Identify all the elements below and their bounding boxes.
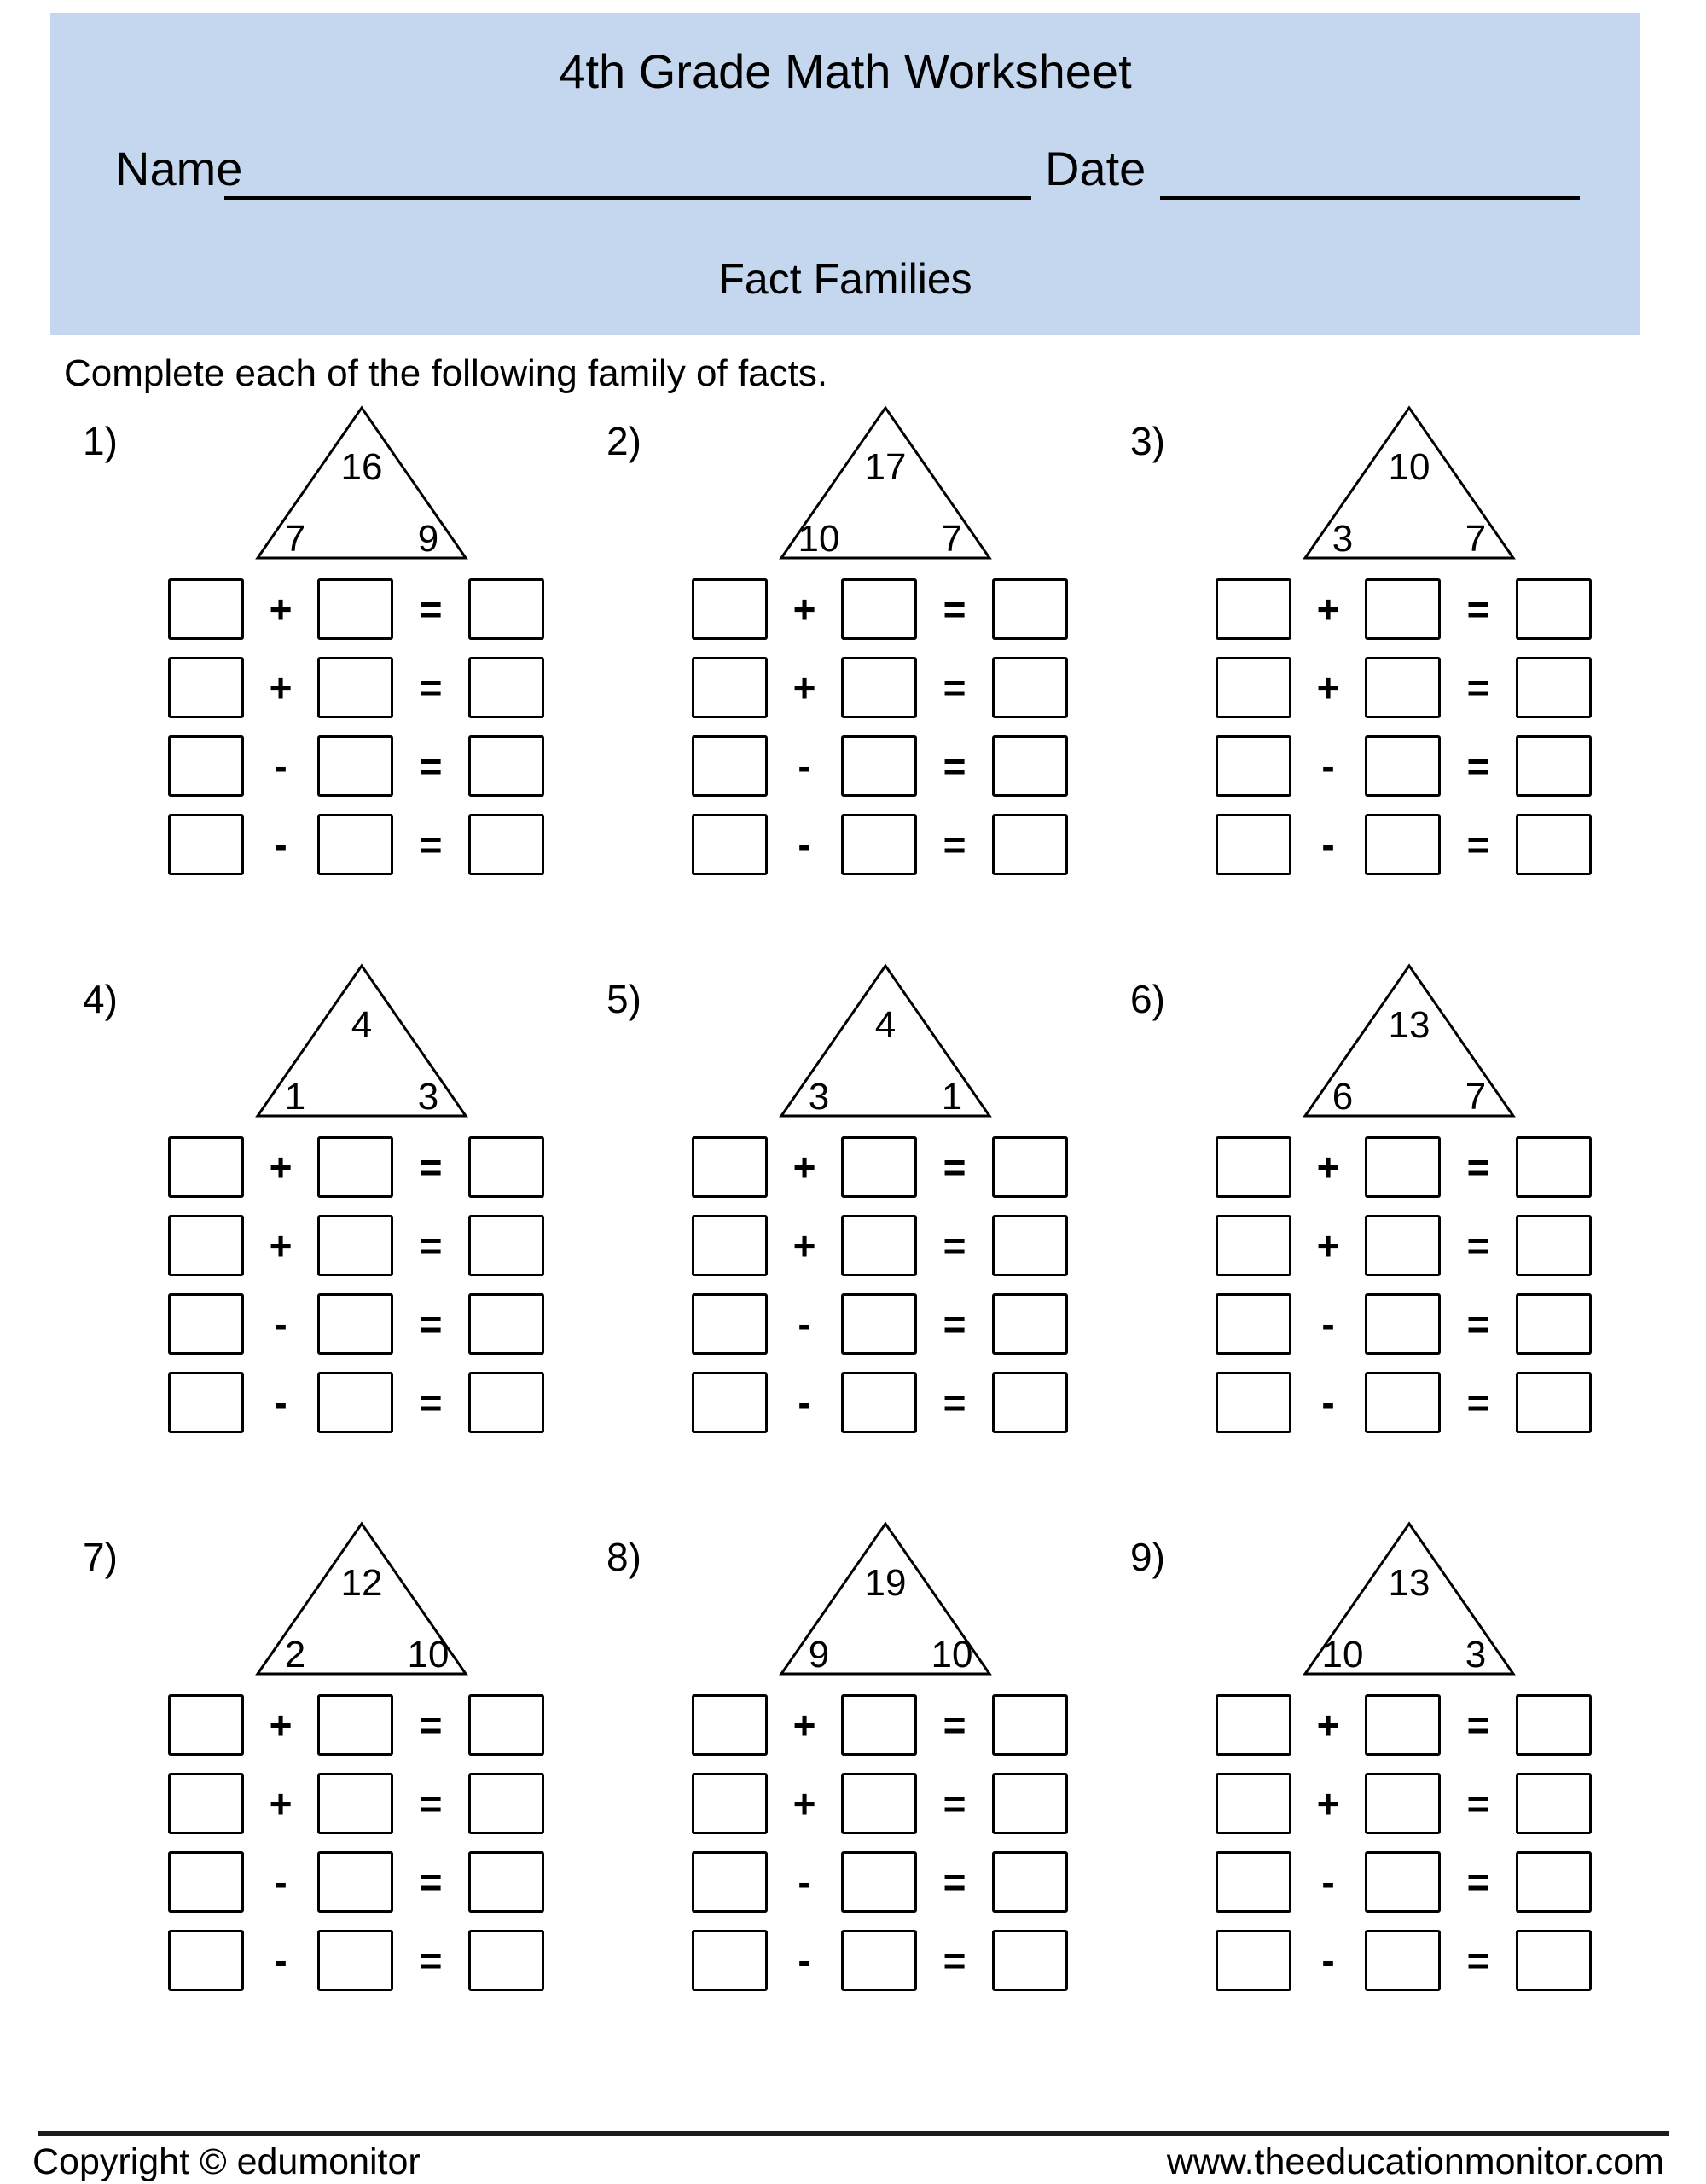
- result-input-box[interactable]: [992, 1851, 1068, 1913]
- operator-sign: -: [274, 1302, 287, 1346]
- worksheet-subtitle: Fact Families: [718, 255, 972, 303]
- first-operand-input-box[interactable]: [1216, 1372, 1291, 1433]
- equation-list: [1216, 1136, 1592, 1450]
- result-input-box[interactable]: [468, 1293, 544, 1355]
- second-operand-input-box[interactable]: [841, 1694, 917, 1756]
- second-operand-input-box[interactable]: [1365, 1694, 1441, 1756]
- first-operand-input-box[interactable]: [692, 1215, 768, 1276]
- triangle-top-number: 10: [1388, 446, 1430, 488]
- second-operand-input-box[interactable]: [317, 735, 393, 797]
- equation-row: [168, 1372, 544, 1433]
- second-operand-input-box[interactable]: [1365, 1215, 1441, 1276]
- triangle-top-number: 19: [864, 1562, 907, 1604]
- result-input-box[interactable]: [992, 814, 1068, 875]
- equals-sign: =: [1466, 1938, 1490, 1983]
- problem-number-label: 9): [1130, 1535, 1165, 1579]
- equation-row: [1216, 814, 1592, 875]
- equation-list: [168, 1694, 544, 2008]
- triangle-top-number: 4: [351, 1004, 373, 1046]
- result-input-box[interactable]: [468, 1694, 544, 1756]
- copyright-text: Copyright © edumonitor: [32, 2141, 421, 2182]
- instruction-text: Complete each of the following family of facts.: [64, 352, 828, 394]
- problem-cell: [50, 959, 572, 1454]
- result-input-box[interactable]: [1516, 578, 1592, 640]
- equation-list: [1216, 1694, 1592, 2008]
- operator-sign: -: [274, 822, 287, 867]
- equals-sign: =: [943, 1302, 966, 1346]
- triangle-top-number: 13: [1388, 1004, 1430, 1046]
- equation-row: [168, 1293, 544, 1355]
- result-input-box[interactable]: [468, 1136, 544, 1198]
- operator-sign: -: [274, 1860, 287, 1904]
- first-operand-input-box[interactable]: [692, 1773, 768, 1834]
- equals-sign: =: [1466, 822, 1490, 867]
- problem-cell: [574, 401, 1096, 896]
- second-operand-input-box[interactable]: [317, 1215, 393, 1276]
- triangle-right-number: 3: [417, 1076, 439, 1118]
- equals-sign: =: [1466, 1302, 1490, 1346]
- first-operand-input-box[interactable]: [1216, 814, 1291, 875]
- result-input-box[interactable]: [992, 1930, 1068, 1991]
- fact-triangle: [775, 959, 996, 1123]
- result-input-box[interactable]: [992, 1372, 1068, 1433]
- result-input-box[interactable]: [1516, 1215, 1592, 1276]
- result-input-box[interactable]: [468, 578, 544, 640]
- equation-list: [168, 578, 544, 892]
- result-input-box[interactable]: [1516, 1773, 1592, 1834]
- operator-sign: -: [798, 1380, 811, 1425]
- second-operand-input-box[interactable]: [841, 1372, 917, 1433]
- operator-sign: +: [792, 1223, 816, 1268]
- problem-number-label: 4): [83, 977, 118, 1021]
- operator-sign: +: [792, 1703, 816, 1747]
- equation-row: [1216, 1694, 1592, 1756]
- first-operand-input-box[interactable]: [1216, 1215, 1291, 1276]
- first-operand-input-box[interactable]: [692, 1930, 768, 1991]
- result-input-box[interactable]: [1516, 1930, 1592, 1991]
- date-label: Date: [1045, 142, 1146, 195]
- problem-number-label: 5): [606, 977, 641, 1021]
- second-operand-input-box[interactable]: [317, 578, 393, 640]
- operator-sign: -: [798, 822, 811, 867]
- equation-row: [692, 814, 1068, 875]
- first-operand-input-box[interactable]: [692, 735, 768, 797]
- result-input-box[interactable]: [468, 1215, 544, 1276]
- equals-sign: =: [419, 665, 443, 710]
- problem-number-label: 6): [1130, 977, 1165, 1021]
- equals-sign: =: [943, 1860, 966, 1904]
- result-input-box[interactable]: [1516, 1136, 1592, 1198]
- result-input-box[interactable]: [992, 1136, 1068, 1198]
- second-operand-input-box[interactable]: [841, 1215, 917, 1276]
- fact-triangle: [251, 959, 473, 1123]
- equals-sign: =: [943, 1703, 966, 1747]
- first-operand-input-box[interactable]: [1216, 1851, 1291, 1913]
- first-operand-input-box[interactable]: [1216, 657, 1291, 718]
- problem-cell: [50, 401, 572, 896]
- triangle-right-number: 7: [941, 518, 963, 560]
- operator-sign: -: [274, 744, 287, 788]
- first-operand-input-box[interactable]: [692, 578, 768, 640]
- triangle-left-number: 3: [808, 1076, 830, 1118]
- result-input-box[interactable]: [468, 657, 544, 718]
- second-operand-input-box[interactable]: [841, 1851, 917, 1913]
- second-operand-input-box[interactable]: [841, 1293, 917, 1355]
- second-operand-input-box[interactable]: [317, 1136, 393, 1198]
- fact-triangle: [775, 1517, 996, 1681]
- operator-sign: +: [269, 1781, 293, 1826]
- equals-sign: =: [419, 1145, 443, 1189]
- operator-sign: +: [792, 665, 816, 710]
- second-operand-input-box[interactable]: [841, 1773, 917, 1834]
- operator-sign: +: [269, 1703, 293, 1747]
- operator-sign: +: [1316, 665, 1340, 710]
- triangle-left-number: 6: [1332, 1076, 1354, 1118]
- first-operand-input-box[interactable]: [168, 1372, 244, 1433]
- second-operand-input-box[interactable]: [317, 657, 393, 718]
- problem-cell: [1098, 959, 1620, 1454]
- equals-sign: =: [419, 1781, 443, 1826]
- problem-cell: [1098, 401, 1620, 896]
- equals-sign: =: [1466, 1380, 1490, 1425]
- equation-row: [692, 1694, 1068, 1756]
- first-operand-input-box[interactable]: [168, 1215, 244, 1276]
- equation-row: [1216, 1372, 1592, 1433]
- equals-sign: =: [1466, 665, 1490, 710]
- equals-sign: =: [419, 1302, 443, 1346]
- problem-number-label: 1): [83, 419, 118, 463]
- second-operand-input-box[interactable]: [317, 1773, 393, 1834]
- equation-row: [168, 1215, 544, 1276]
- equals-sign: =: [1466, 1703, 1490, 1747]
- problem-number-label: 7): [83, 1535, 118, 1579]
- second-operand-input-box[interactable]: [841, 578, 917, 640]
- operator-sign: -: [1321, 822, 1335, 867]
- operator-sign: -: [798, 1860, 811, 1904]
- first-operand-input-box[interactable]: [692, 1694, 768, 1756]
- triangle-left-number: 10: [1321, 1634, 1364, 1676]
- equation-row: [1216, 1136, 1592, 1198]
- equals-sign: =: [1466, 587, 1490, 631]
- first-operand-input-box[interactable]: [692, 1293, 768, 1355]
- operator-sign: +: [269, 587, 293, 631]
- second-operand-input-box[interactable]: [1365, 1930, 1441, 1991]
- first-operand-input-box[interactable]: [1216, 1136, 1291, 1198]
- equation-row: [692, 735, 1068, 797]
- equals-sign: =: [419, 744, 443, 788]
- equals-sign: =: [943, 1380, 966, 1425]
- worksheet-header: [50, 13, 1640, 335]
- triangle-top-number: 12: [340, 1562, 383, 1604]
- operator-sign: -: [1321, 1860, 1335, 1904]
- first-operand-input-box[interactable]: [1216, 1293, 1291, 1355]
- problem-cell: [50, 1517, 572, 2012]
- fact-triangle: [775, 401, 996, 565]
- result-input-box[interactable]: [992, 1773, 1068, 1834]
- operator-sign: +: [1316, 1781, 1340, 1826]
- result-input-box[interactable]: [1516, 1372, 1592, 1433]
- second-operand-input-box[interactable]: [841, 735, 917, 797]
- operator-sign: -: [274, 1380, 287, 1425]
- result-input-box[interactable]: [1516, 814, 1592, 875]
- operator-sign: +: [1316, 587, 1340, 631]
- first-operand-input-box[interactable]: [1216, 1930, 1291, 1991]
- equation-row: [168, 1851, 544, 1913]
- second-operand-input-box[interactable]: [317, 1851, 393, 1913]
- operator-sign: +: [792, 1781, 816, 1826]
- result-input-box[interactable]: [468, 1930, 544, 1991]
- equals-sign: =: [943, 1781, 966, 1826]
- equation-list: [168, 1136, 544, 1450]
- triangle-left-number: 9: [808, 1634, 830, 1676]
- fact-triangle: [251, 401, 473, 565]
- fact-triangle: [251, 1517, 473, 1681]
- second-operand-input-box[interactable]: [317, 1930, 393, 1991]
- equation-row: [168, 1773, 544, 1834]
- second-operand-input-box[interactable]: [1365, 814, 1441, 875]
- equation-list: [692, 1136, 1068, 1450]
- equals-sign: =: [419, 1860, 443, 1904]
- first-operand-input-box[interactable]: [168, 1773, 244, 1834]
- triangle-left-number: 3: [1332, 518, 1354, 560]
- website-text: www.theeducationmonitor.com: [1166, 2141, 1664, 2182]
- first-operand-input-box[interactable]: [168, 1694, 244, 1756]
- first-operand-input-box[interactable]: [168, 814, 244, 875]
- result-input-box[interactable]: [1516, 1293, 1592, 1355]
- name-input-line[interactable]: [224, 143, 1031, 200]
- equation-row: [168, 814, 544, 875]
- triangle-right-number: 10: [931, 1634, 973, 1676]
- equation-list: [1216, 578, 1592, 892]
- triangle-top-number: 17: [864, 446, 907, 488]
- equals-sign: =: [1466, 1781, 1490, 1826]
- operator-sign: +: [792, 1145, 816, 1189]
- equation-row: [168, 657, 544, 718]
- second-operand-input-box[interactable]: [841, 1136, 917, 1198]
- worksheet-title: 4th Grade Math Worksheet: [559, 44, 1132, 98]
- equals-sign: =: [943, 822, 966, 867]
- operator-sign: -: [798, 1938, 811, 1983]
- operator-sign: +: [1316, 1703, 1340, 1747]
- equation-row: [692, 1215, 1068, 1276]
- problem-number-label: 8): [606, 1535, 641, 1579]
- result-input-box[interactable]: [468, 1851, 544, 1913]
- triangle-top-number: 16: [340, 446, 383, 488]
- result-input-box[interactable]: [992, 1215, 1068, 1276]
- equals-sign: =: [943, 665, 966, 710]
- operator-sign: +: [1316, 1145, 1340, 1189]
- equation-row: [168, 735, 544, 797]
- first-operand-input-box[interactable]: [168, 1851, 244, 1913]
- equation-row: [1216, 1215, 1592, 1276]
- fact-triangle: [1298, 1517, 1520, 1681]
- second-operand-input-box[interactable]: [317, 1372, 393, 1433]
- problem-cell: [1098, 1517, 1620, 2012]
- triangle-top-number: 13: [1388, 1562, 1430, 1604]
- problem-cell: [574, 959, 1096, 1454]
- triangle-right-number: 3: [1465, 1634, 1487, 1676]
- equation-list: [692, 1694, 1068, 2008]
- equation-row: [692, 578, 1068, 640]
- equals-sign: =: [419, 587, 443, 631]
- result-input-box[interactable]: [992, 1694, 1068, 1756]
- result-input-box[interactable]: [992, 735, 1068, 797]
- equation-row: [1216, 1930, 1592, 1991]
- equals-sign: =: [943, 1223, 966, 1268]
- equation-row: [168, 1930, 544, 1991]
- operator-sign: +: [269, 1145, 293, 1189]
- first-operand-input-box[interactable]: [1216, 735, 1291, 797]
- equals-sign: =: [1466, 1145, 1490, 1189]
- second-operand-input-box[interactable]: [1365, 735, 1441, 797]
- result-input-box[interactable]: [1516, 1694, 1592, 1756]
- equation-row: [692, 1136, 1068, 1198]
- operator-sign: +: [1316, 1223, 1340, 1268]
- first-operand-input-box[interactable]: [1216, 578, 1291, 640]
- equation-row: [168, 578, 544, 640]
- operator-sign: +: [269, 1223, 293, 1268]
- equals-sign: =: [943, 587, 966, 631]
- first-operand-input-box[interactable]: [1216, 1773, 1291, 1834]
- equals-sign: =: [943, 1145, 966, 1189]
- second-operand-input-box[interactable]: [317, 814, 393, 875]
- first-operand-input-box[interactable]: [168, 1293, 244, 1355]
- first-operand-input-box[interactable]: [692, 657, 768, 718]
- first-operand-input-box[interactable]: [692, 1851, 768, 1913]
- equation-row: [168, 1694, 544, 1756]
- triangle-left-number: 10: [798, 518, 840, 560]
- operator-sign: -: [1321, 1938, 1335, 1983]
- equals-sign: =: [419, 822, 443, 867]
- operator-sign: +: [792, 587, 816, 631]
- equation-row: [168, 1136, 544, 1198]
- equals-sign: =: [943, 1938, 966, 1983]
- problem-cell: [574, 1517, 1096, 2012]
- result-input-box[interactable]: [1516, 1851, 1592, 1913]
- operator-sign: -: [1321, 1302, 1335, 1346]
- equation-row: [692, 1773, 1068, 1834]
- equation-list: [692, 578, 1068, 892]
- triangle-left-number: 2: [284, 1634, 306, 1676]
- result-input-box[interactable]: [468, 814, 544, 875]
- result-input-box[interactable]: [1516, 735, 1592, 797]
- first-operand-input-box[interactable]: [168, 735, 244, 797]
- second-operand-input-box[interactable]: [841, 657, 917, 718]
- second-operand-input-box[interactable]: [1365, 1372, 1441, 1433]
- triangle-right-number: 7: [1465, 1076, 1487, 1118]
- fact-triangle: [1298, 959, 1520, 1123]
- triangle-left-number: 7: [284, 518, 306, 560]
- second-operand-input-box[interactable]: [1365, 1293, 1441, 1355]
- operator-sign: -: [274, 1938, 287, 1983]
- equals-sign: =: [943, 744, 966, 788]
- first-operand-input-box[interactable]: [168, 1136, 244, 1198]
- operator-sign: -: [798, 1302, 811, 1346]
- equation-row: [1216, 735, 1592, 797]
- result-input-box[interactable]: [1516, 657, 1592, 718]
- date-input-line[interactable]: [1160, 143, 1580, 200]
- equation-row: [1216, 1851, 1592, 1913]
- equals-sign: =: [1466, 1223, 1490, 1268]
- equation-row: [692, 1930, 1068, 1991]
- equals-sign: =: [1466, 744, 1490, 788]
- equation-row: [692, 657, 1068, 718]
- equation-row: [1216, 657, 1592, 718]
- first-operand-input-box[interactable]: [692, 1372, 768, 1433]
- equation-row: [692, 1372, 1068, 1433]
- second-operand-input-box[interactable]: [1365, 1136, 1441, 1198]
- equals-sign: =: [419, 1380, 443, 1425]
- result-input-box[interactable]: [992, 657, 1068, 718]
- equation-row: [1216, 1773, 1592, 1834]
- triangle-left-number: 1: [284, 1076, 306, 1118]
- second-operand-input-box[interactable]: [1365, 1773, 1441, 1834]
- problem-number-label: 2): [606, 419, 641, 463]
- equals-sign: =: [419, 1938, 443, 1983]
- second-operand-input-box[interactable]: [841, 1930, 917, 1991]
- equation-row: [1216, 578, 1592, 640]
- result-input-box[interactable]: [468, 735, 544, 797]
- operator-sign: -: [1321, 744, 1335, 788]
- second-operand-input-box[interactable]: [841, 814, 917, 875]
- second-operand-input-box[interactable]: [317, 1694, 393, 1756]
- first-operand-input-box[interactable]: [692, 1136, 768, 1198]
- triangle-top-number: 4: [874, 1004, 897, 1046]
- equals-sign: =: [419, 1223, 443, 1268]
- problem-number-label: 3): [1130, 419, 1165, 463]
- second-operand-input-box[interactable]: [1365, 1851, 1441, 1913]
- operator-sign: -: [798, 744, 811, 788]
- first-operand-input-box[interactable]: [168, 657, 244, 718]
- first-operand-input-box[interactable]: [692, 814, 768, 875]
- result-input-box[interactable]: [468, 1773, 544, 1834]
- equation-row: [692, 1293, 1068, 1355]
- footer-divider: [38, 2131, 1669, 2136]
- operator-sign: -: [1321, 1380, 1335, 1425]
- second-operand-input-box[interactable]: [317, 1293, 393, 1355]
- triangle-right-number: 7: [1465, 518, 1487, 560]
- result-input-box[interactable]: [468, 1372, 544, 1433]
- fact-triangle: [1298, 401, 1520, 565]
- result-input-box[interactable]: [992, 578, 1068, 640]
- triangle-right-number: 10: [407, 1634, 450, 1676]
- equals-sign: =: [419, 1703, 443, 1747]
- first-operand-input-box[interactable]: [1216, 1694, 1291, 1756]
- first-operand-input-box[interactable]: [168, 1930, 244, 1991]
- first-operand-input-box[interactable]: [168, 578, 244, 640]
- triangle-right-number: 1: [941, 1076, 963, 1118]
- result-input-box[interactable]: [992, 1293, 1068, 1355]
- operator-sign: +: [269, 665, 293, 710]
- second-operand-input-box[interactable]: [1365, 657, 1441, 718]
- equation-row: [692, 1851, 1068, 1913]
- equation-row: [1216, 1293, 1592, 1355]
- triangle-right-number: 9: [417, 518, 439, 560]
- name-label: Name: [115, 142, 243, 195]
- equals-sign: =: [1466, 1860, 1490, 1904]
- second-operand-input-box[interactable]: [1365, 578, 1441, 640]
